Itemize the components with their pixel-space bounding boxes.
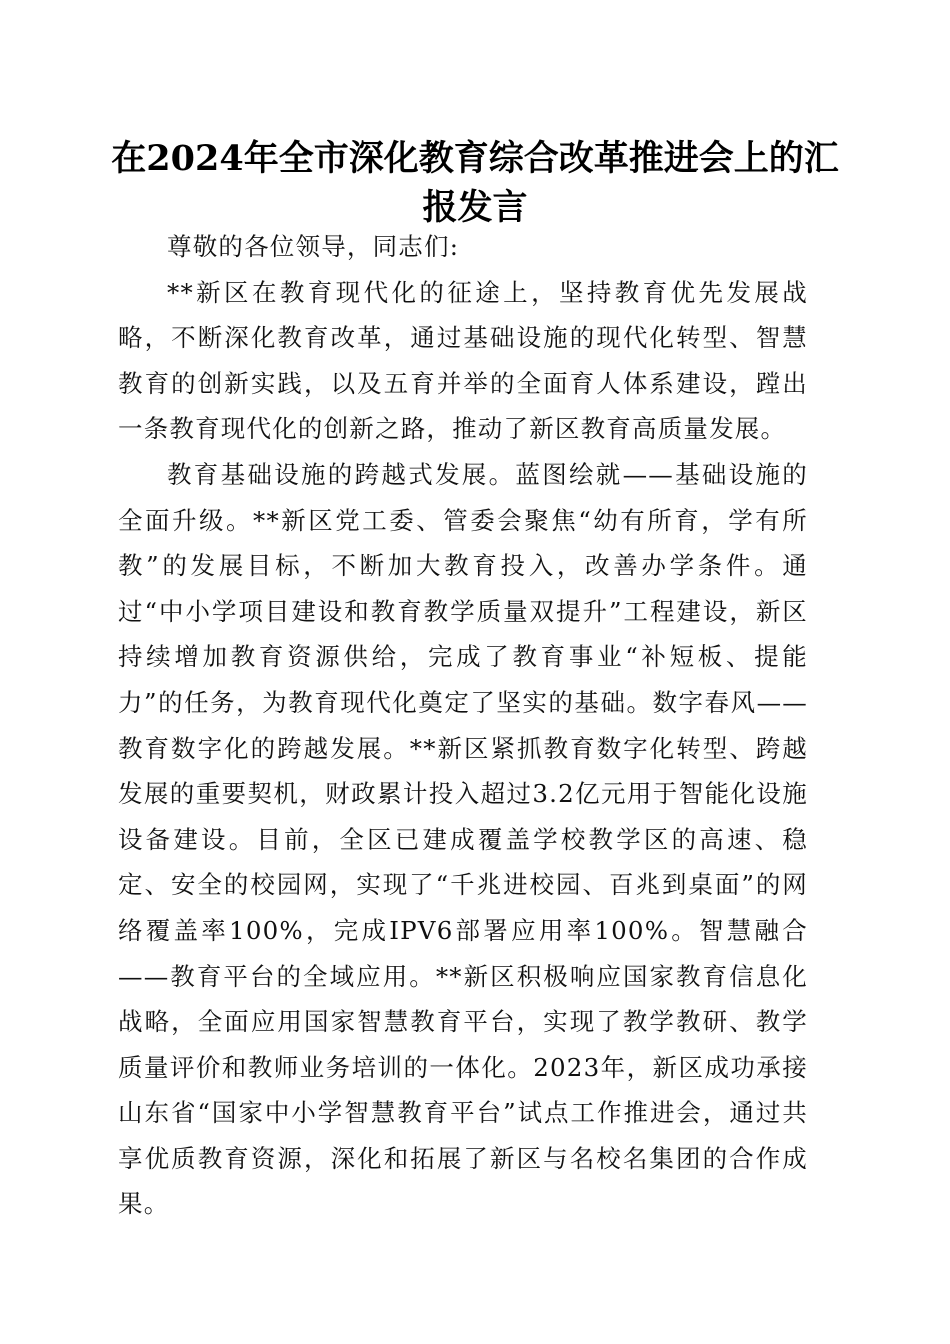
paragraph-infrastructure: 教育基础设施的跨越式发展。蓝图绘就——基础设施的全面升级。**新区党工委、管委会聚焦“幼有所育，学有所教”的发展目标，不断加大教育投入，改善办学条件。通过“中小学项目建设和教育教学质量双提升”工程建设，新区持续增加教育资源供给，完成了教育事业“补短板、提能力”的任务，为教育现代化奠定了坚实的基础。数字春风——教育数字化的跨越发展。**新区紧抓教育数字化转型、跨越发展的重要契机，财政累计投入超过3.2亿元用于智能化设施设备建设。目前，全区已建成覆盖学校教学区的高速、稳定、安全的校园网，实现了“千兆进校园、百兆到桌面”的网络覆盖率100%，完成IPV6部署应用率100%。智慧融合——教育平台的全域应用。**新区积极响应国家教育信息化战略，全面应用国家智慧教育平台，实现了教学教研、教学质量评价和教师业务培训的一体化。2023年，新区成功承接山东省“国家中小学智慧教育平台”试点工作推进会，通过共享优质教育资源，深化和拓展了新区与名校名集团的合作成果。 xyxy=(118,459,808,1219)
document-body xyxy=(118,224,808,1227)
salutation: 尊敬的各位领导，同志们: xyxy=(167,232,460,261)
paragraph-intro: **新区在教育现代化的征途上，坚持教育优先发展战略，不断深化教育改革，通过基础设施的现代化转型、智慧教育的创新实践，以及五育并举的全面育人体系建设，蹚出一条教育现代化的创新之路，推动了新区教育高质量发展。 xyxy=(118,277,808,444)
document-title: 在2024年全市深化教育综合改革推进会上的汇报发言 xyxy=(111,138,839,228)
